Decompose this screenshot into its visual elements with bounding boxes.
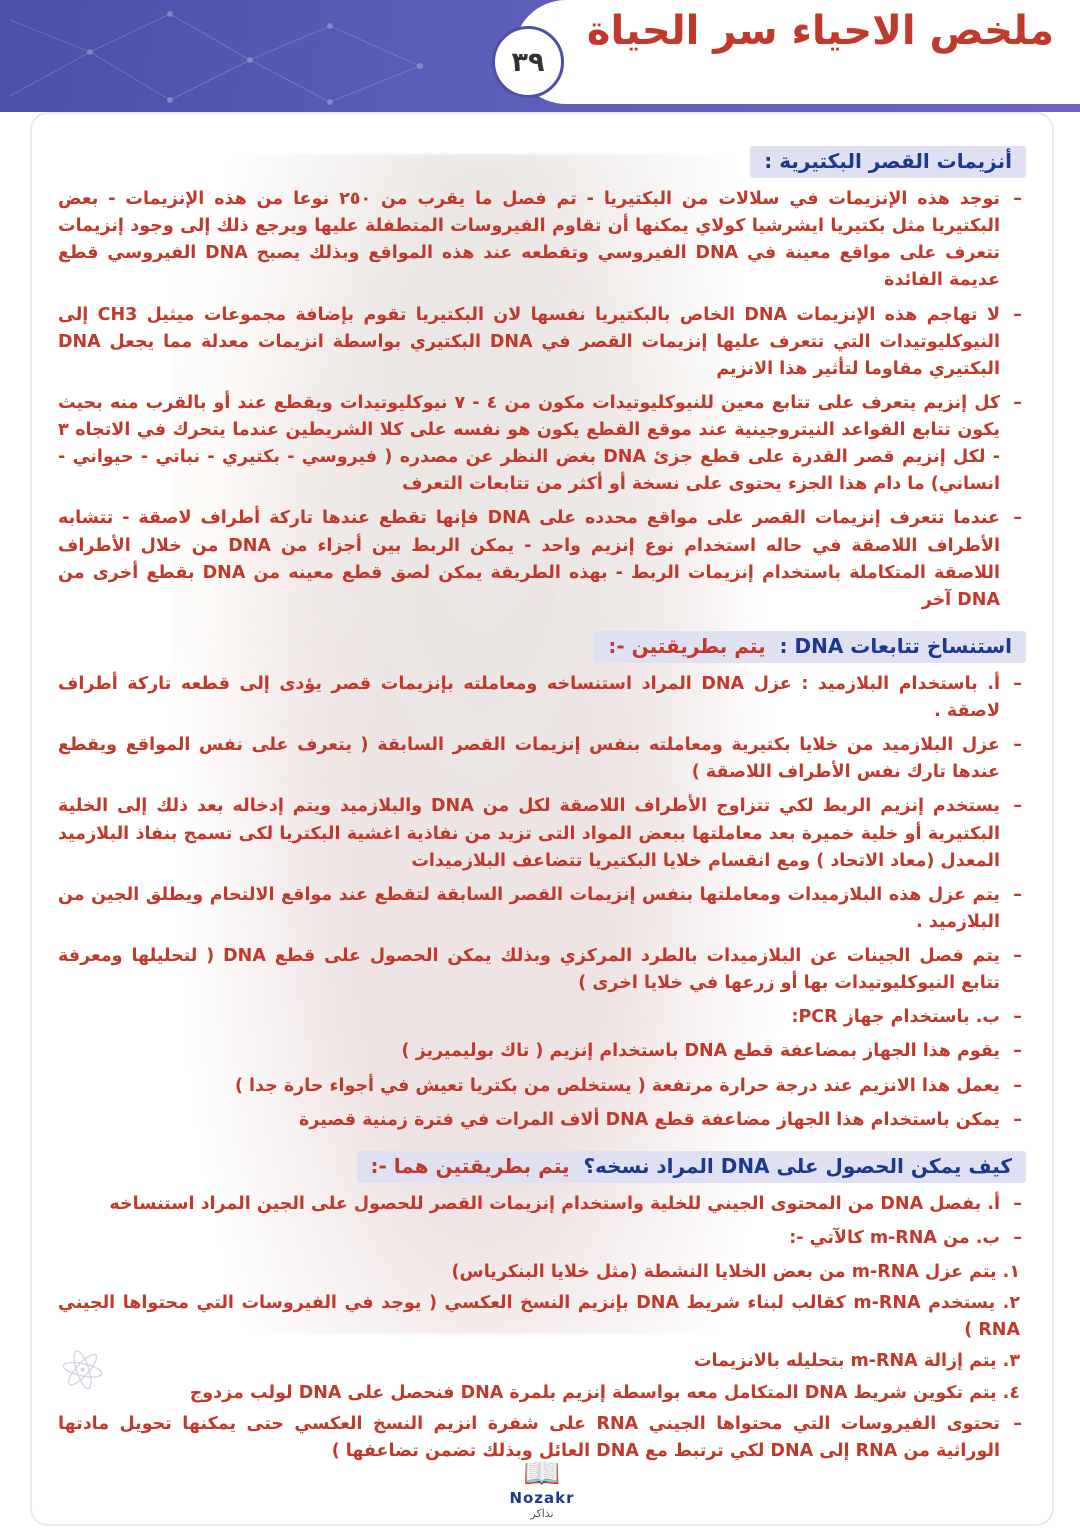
list-item: – ب. من m-RNA كالآتي -: xyxy=(58,1225,1026,1252)
page-header-banner xyxy=(0,0,1080,112)
list-item: – يقوم هذا الجهاز بمضاعفة قطع DNA باستخدام إنزيم ( تاك بوليميريز ) xyxy=(58,1038,1026,1065)
section-heading-row-dna-cloning xyxy=(58,621,1026,671)
list-item: ١. يتم عزل m-RNA من بعض الخلايا النشطة (مثل خلايا البنكرياس) xyxy=(451,1262,1020,1282)
page-number-badge: ٣٩ xyxy=(492,26,564,98)
list-item: – عزل البلازميد من خلايا بكتيرية ومعاملته بنفس إنزيمات القصر السابقة ( يتعرف على نفس المواقع ويقطع عندها تارك نفس الأطراف اللاصقة ) xyxy=(58,732,1026,786)
section-heading-dna-cloning xyxy=(594,631,1026,663)
section-heading-sub: يتم بطريقتين هما -: xyxy=(370,1153,570,1178)
list-item: ٣. يتم إزالة m-RNA بتحليله بالانزيمات xyxy=(693,1351,1020,1372)
list-item: – يمكن باستخدام هذا الجهاز مضاعفة قطع DNA ألاف المرات في فترة زمنية قصيرة xyxy=(58,1107,1026,1134)
section-heading-obtaining-dna xyxy=(357,1151,1026,1183)
footer-logo-name: Nozakr xyxy=(509,1489,575,1507)
list-restriction-enzymes xyxy=(58,186,1026,614)
section-heading-row-obtaining-dna xyxy=(58,1141,1026,1191)
footer-logo-sub: نذاكر xyxy=(530,1507,554,1520)
section-heading-text: استنساخ تتابعات DNA : xyxy=(779,633,1012,658)
list-item: – أ. بفصل DNA من المحتوى الجيني للخلية واستخدام إنزيمات القصر للحصول على الجين المراد استنساخه xyxy=(58,1191,1026,1218)
list-item: – ب. باستخدام جهاز PCR: xyxy=(58,1004,1026,1031)
list-item: – أ. باستخدام البلازميد : عزل DNA المراد استنساخه ومعاملته بإنزيمات قصر يؤدى إلى قطعه تاركة أطراف لاصقة . xyxy=(58,671,1026,725)
section-heading-row-restriction-enzymes xyxy=(58,136,1026,186)
list-item: – يتم عزل هذه البلازميدات ومعاملتها بنفس إنزيمات القصر السابقة لتقطع عند مواقع الالتحام ويطلق الجين من البلازميد . xyxy=(58,882,1026,936)
list-item: ٢. يستخدم m-RNA كقالب لبناء شريط DNA بإنزيم النسخ العكسي ( يوجد في الفيروسات التي محتواها الجيني RNA ) xyxy=(58,1293,1021,1341)
list-item: – توجد هذه الإنزيمات في سلالات من البكتيريا - تم فصل ما يقرب من ٢٥٠ نوعا من هذه الإنزيمات - بعض البكتيريا مثل بكتيريا ايشرشيا كولاي يمكنها أن تقاوم الفيروسات المتطفلة عليها ويرجع ذلك إلى وجود إنزيمات تتعرف على مواقع معينة في DNA الفيروسي وتقطعه عند هذه المواقع وبذلك يصبح DNA الفيروسي قطع عديمة الفائدة xyxy=(58,186,1026,295)
notes-content xyxy=(32,114,1052,1482)
section-heading-restriction-enzymes: أنزيمات القصر البكتيرية : xyxy=(750,146,1026,178)
numbered-list-mrna-steps xyxy=(58,1259,1026,1407)
section-heading-text: كيف يمكن الحصول على DNA المراد نسخه؟ xyxy=(583,1153,1012,1178)
list-item: – يتم فصل الجينات عن البلازميدات بالطرد المركزي وبذلك يمكن الحصول على قطع DNA ( لتحليلها ومعرفة تتابع النيوكليوتيدات بها أو زرعها في خلايا اخرى ) xyxy=(58,943,1026,997)
list-item: – لا تهاجم هذه الإنزيمات DNA الخاص بالبكتيريا نفسها لان البكتيريا تقوم بإضافة مجموعات ميثيل CH3 إلى النيوكليوتيدات التي تتعرف عليها إنزيمات القصر في DNA البكتيري بواسطة انزيمات معدلة مما يجعل DNA البكتيري مقاوما لتأثير هذا الانزيم xyxy=(58,302,1026,383)
list-item: – يعمل هذا الانزيم عند درجة حرارة مرتفعة ( يستخلص من بكتريا تعيش في أجواء حارة جدا ) xyxy=(58,1073,1026,1100)
note-sheet xyxy=(30,112,1054,1526)
list-item: – عندما تتعرف إنزيمات القصر على مواقع محدده على DNA فإنها تقطع عندها تاركة أطراف لاصقة - تتشابه الأطراف اللاصقة في حاله استخدام نوع إنزيم واحد - يمكن الربط بين أجزاء من DNA من خلال الأطراف اللاصقة المتكاملة باستخدام إنزيمات الربط - بهذه الطريقة يمكن لصق قطع معينه من DNA بقطع أخرى من DNA آخر xyxy=(58,505,1026,614)
list-dna-cloning xyxy=(58,671,1026,1134)
footer-logo xyxy=(432,1456,652,1520)
list-item: – يستخدم إنزيم الربط لكي تتزاوج الأطراف اللاصقة لكل من DNA والبلازميد ويتم إدخاله بعد ذلك إلى الخلية البكتيرية أو خلية خميرة بعد معاملتها ببعض المواد التى تزيد من نفاذية اغشية البكتريا لكى تسمح بنفاذ البلازميد المعدل (معاد الاتحاد ) ومع انقسام خلايا البكتيريا تتضاعف البلازميدات xyxy=(58,793,1026,874)
page-title: ملخص الاحياء سر الحياة xyxy=(586,8,1054,54)
dna-helix-decoration: ⚛ xyxy=(49,1332,118,1411)
book-icon: 📖 xyxy=(523,1456,561,1491)
section-heading-sub: يتم بطريقتين -: xyxy=(608,633,766,658)
list-obtaining-dna xyxy=(58,1191,1026,1252)
list-item: – كل إنزيم يتعرف على تتابع معين للنيوكليوتيدات مكون من ٤ - ٧ نيوكليوتيدات ويقطع عند أو بالقرب منه بحيث يكون تتابع القواعد النيتروجينية عند موقع القطع يكون هو نفسه على كلا الشريطين عندما يتحرك في الاتجاه ٣ - لكل إنزيم قصر القدرة على قطع جزئ DNA بغض النظر عن مصدره ( فيروسي - بكتيري - نباتي - حيواني - انساني) ما دام هذا الجزء يحتوى على نسخة أو أكثر من تتابعات التعرف xyxy=(58,390,1026,499)
list-item: – تحتوى الفيروسات التي محتواها الجيني RNA على شفرة انزيم النسخ العكسي حتى يمكنها تحويل مادتها الوراثية من RNA إلى DNA لكي ترتبط مع DNA العائل وبذلك تضمن تضاعفها ) xyxy=(58,1411,1026,1465)
list-item: ٤. يتم تكوين شريط DNA المتكامل معه بواسطة إنزيم بلمرة DNA فنحصل على DNA لولب مزدوج xyxy=(189,1382,1020,1403)
